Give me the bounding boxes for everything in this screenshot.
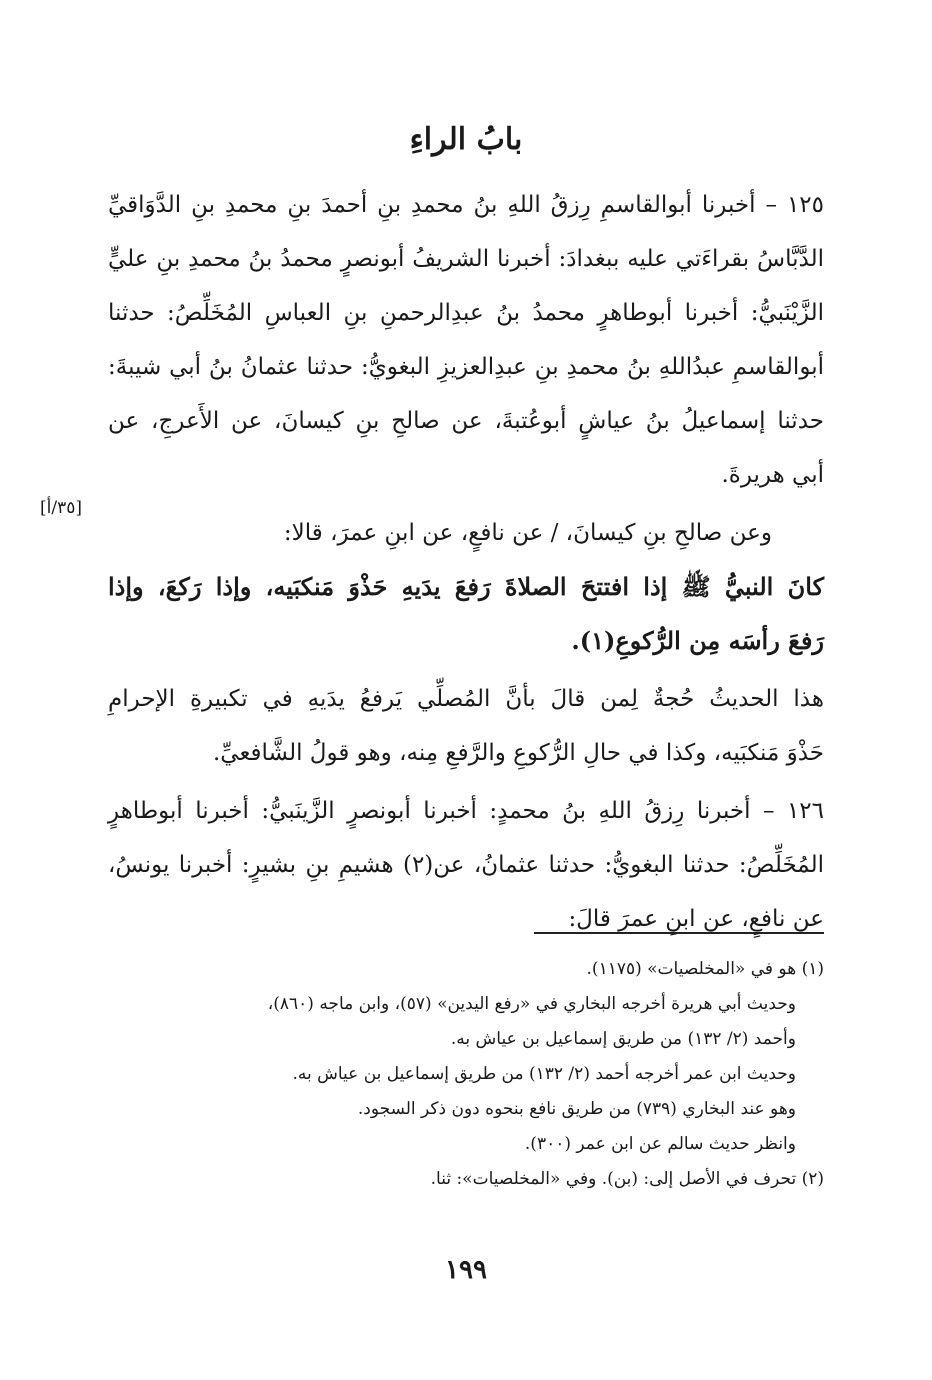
text-line: وعن صالحِ بنِ كيسانَ، / عن نافعٍ، عن ابنِ عمرَ، قالا: <box>283 520 772 546</box>
footnote-line: وهو عند البخاري (٧٣٩) من طريق نافع بنحوه دون ذكر السجود. <box>357 1099 796 1119</box>
footnote-separator <box>534 932 824 934</box>
text-line: الزَّيْنَبيُّ: أخبرنا أبوطاهرٍ محمدُ بنُ عبدِالرحمنِ بنِ العباسِ المُخَلِّصُ: حدثنا <box>108 300 824 326</box>
chapter-title: بابُ الراءِ <box>409 122 523 157</box>
footnote-line: وانظر حديث سالم عن ابن عمر (٣٠٠). <box>524 1134 796 1154</box>
footnote-line: وحديث أبي هريرة أخرجه البخاري في «رفع اليدين» (٥٧)، وابن ماجه (٨٦٠)، <box>267 994 796 1014</box>
footnote-line: وحديث ابن عمر أخرجه أحمد (٢/ ١٣٢) من طريق إسماعيل بن عياش به. <box>292 1064 796 1084</box>
text-line: عن نافعٍ، عن ابنِ عمرَ قالَ: <box>568 906 824 932</box>
page-number: ١٩٩ <box>445 1255 487 1285</box>
footnote-line: (١) هو في «المخلصيات» (١١٧٥). <box>586 959 824 979</box>
text-line: الدَّبَّاسُ بقراءَتي عليه ببغدادَ: أخبرنا الشريفُ أبونصرٍ محمدُ بنُ محمدِ بنِ عليٍّ <box>108 246 824 272</box>
commentary-line: هذا الحديثُ حُجةٌ لِمن قالَ بأنَّ المُصلِّي يَرفعُ يدَيهِ في تكبيرةِ الإحرامِ <box>108 686 824 712</box>
text-line: المُخَلِّصُ: حدثنا البغويُّ: حدثنا عثمانُ، عن(٢) هشيمِ بنِ بشيرٍ: أخبرنا يونسُ، <box>108 852 824 878</box>
text-line: ١٢٥ – أخبرنا أبوالقاسمِ رِزقُ اللهِ بنُ محمدِ بنِ أحمدَ بنِ محمدِ بنِ الدَّوَاقيِّ <box>108 192 824 218</box>
footnotes <box>108 952 824 1197</box>
text-line: حدثنا إسماعيلُ بنُ عياشٍ أبوعُتبةَ، عن صالحِ بنِ كيسانَ، عن الأَعرجِ، عن <box>108 408 824 434</box>
manuscript-folio-reference: [٣٥/أ] <box>40 498 82 518</box>
footnote-line: (٢) تحرف في الأصل إلى: (بن). وفي «المخلصيات»: ثنا. <box>430 1169 824 1189</box>
text-line: ١٢٦ – أخبرنا رِزقُ اللهِ بنُ محمدٍ: أخبرنا أبونصرٍ الزَّينَبيُّ: أخبرنا أبوطاهرٍ <box>108 798 824 824</box>
hadith-text-line: كانَ النبيُّ ﷺ إذا افتتحَ الصلاةَ رَفعَ يدَيهِ حَذْوَ مَنكبَيه، وإذا رَكعَ، وإذا <box>108 572 824 601</box>
footnote-line: وأحمد (٢/ ١٣٢) من طريق إسماعيل بن عياش به. <box>450 1029 796 1049</box>
text-line: أبي هريرةَ. <box>721 462 824 488</box>
main-text <box>108 178 824 946</box>
text-line: أبوالقاسمِ عبدُاللهِ بنُ محمدِ بنِ عبدِالعزيزِ البغويُّ: حدثنا عثمانُ بنُ أبي شيبةَ: <box>108 354 824 380</box>
hadith-text-line: رَفعَ رأسَه مِن الرُّكوعِ(١). <box>571 626 824 655</box>
commentary-line: حَذْوَ مَنكبَيه، وكذا في حالِ الرُّكوعِ والرَّفعِ مِنه، وهو قولُ الشَّافعيِّ. <box>212 740 824 766</box>
